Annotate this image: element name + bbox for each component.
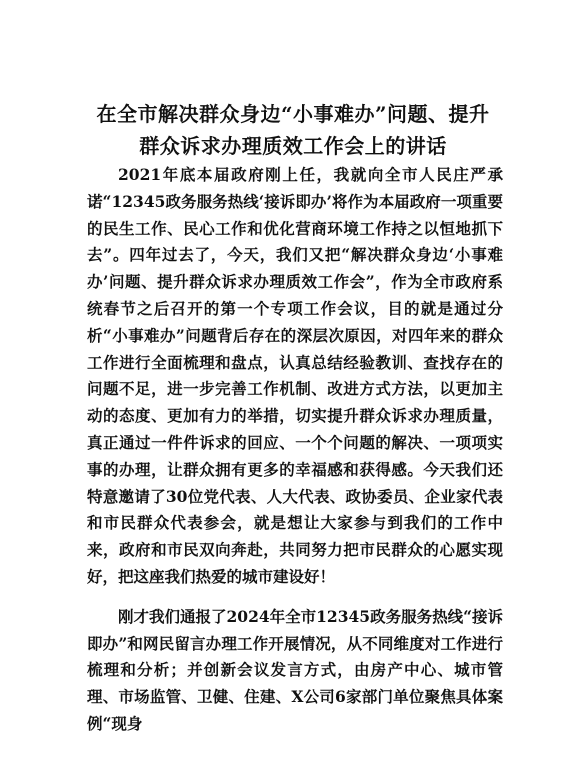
document-body: [87, 162, 503, 751]
document-title: [60, 98, 526, 162]
title-line-1: 在全市解决群众身边“小事难办”问题、提升: [96, 102, 490, 126]
paragraph-1: 2021年底本届政府刚上任，我就向全市人民庄严承诺“12345政务服务热线‘接诉即办’将作为本届政府一项重要的民生工作、民心工作和优化营商环境工作持之以恒地抓下去”。四年过去了，今天，我们又把“解决群众身边‘小事难办’问题、提升群众诉求办理质效工作会”，作为全市政府系统春节之后召开的第一个专项工作会议，目的就是通过分析“小事难办”问题背后存在的深层次原因，对四年来的群众工作进行全面梳理和盘点，认真总结经验教训、查找存在的问题不足，进一步完善工作机制、改进方式方法，以更加主动的态度、更加有力的举措，切实提升群众诉求办理质量，真正通过一件件诉求的回应、一个个问题的解决、一项项实事的办理，让群众拥有更多的幸福感和获得感。今天我们还特意邀请了30位党代表、人大代表、政协委员、企业家代表和市民群众代表参会，就是想让大家参与到我们的工作中来，政府和市民双向奔赴，共同努力把市民群众的心愿实现好，把这座我们热爱的城市建设好！: [87, 165, 503, 586]
title-line-2: 群众诉求办理质效工作会上的讲话: [139, 134, 447, 158]
paragraph-2: 刚才我们通报了2024年全市12345政务服务热线“接诉即办”和网民留言办理工作开展情况，从不同维度对工作进行梳理和分析；并创新会议发言方式，由房产中心、城市管理、市场监管、卫健、住建、X公司6家部门单位聚焦具体案例“现身: [87, 606, 503, 733]
